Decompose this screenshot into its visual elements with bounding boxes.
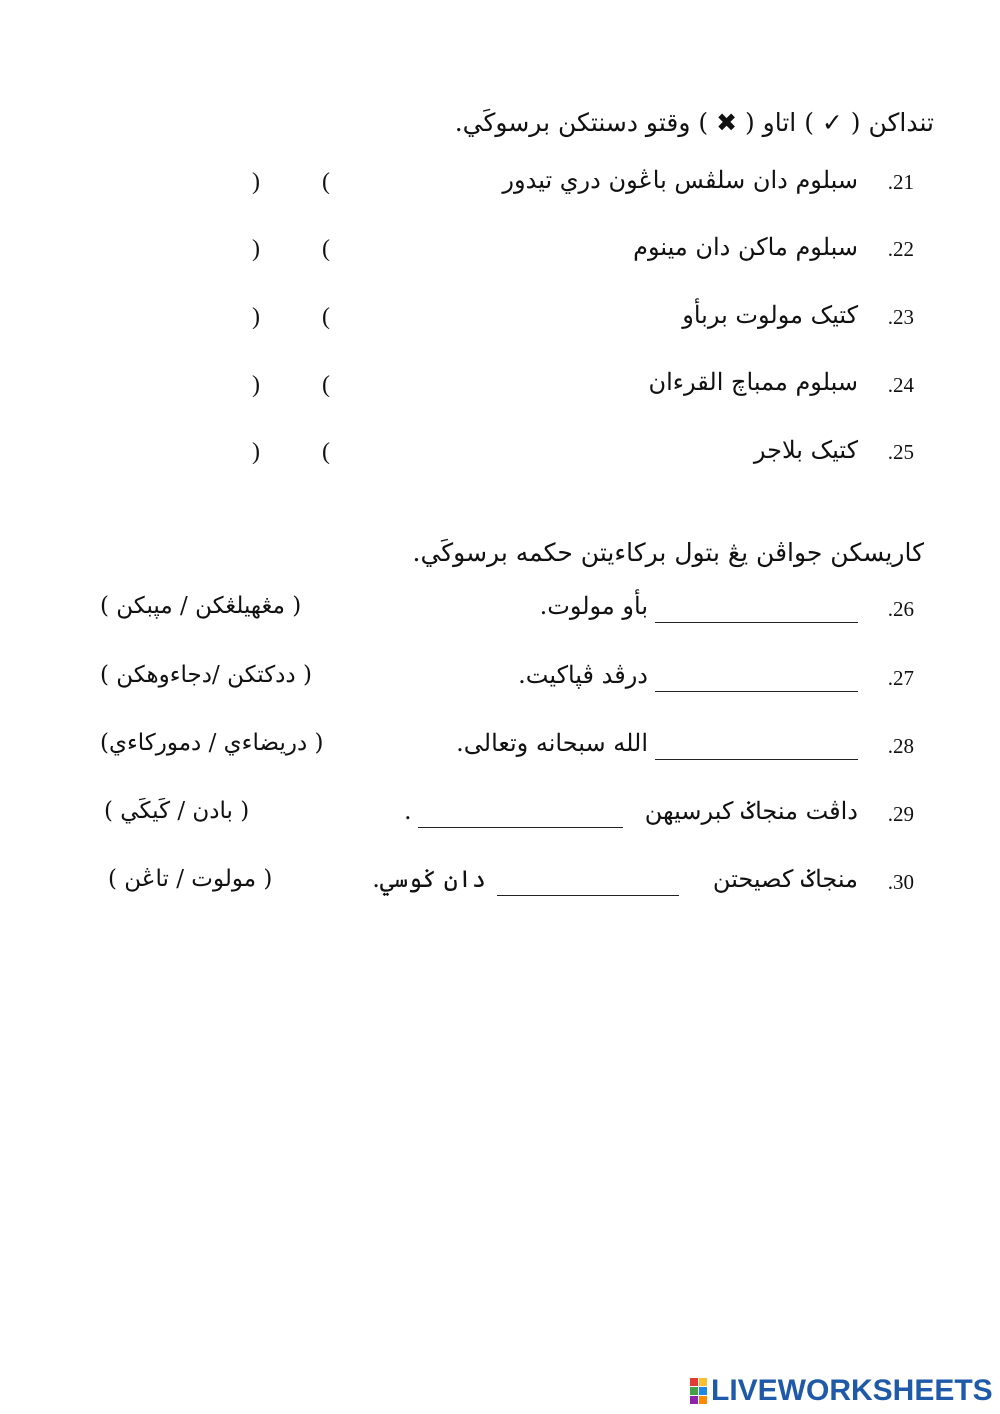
question-text: دان ݢوسي. (372, 865, 486, 893)
question-number: .30 (887, 870, 914, 894)
answer-options: ( مڠهيلڠكن / مپبكن ) (100, 593, 302, 619)
question-number: .21 (887, 170, 914, 194)
answer-options: ( ددكتكن /دجاءوهكن ) (100, 662, 312, 688)
answer-paren-open: ( (322, 169, 330, 195)
answer-paren-close: ) (252, 236, 260, 262)
logo-tile (699, 1387, 707, 1395)
question-text: كتيک بلاجر (753, 436, 858, 464)
logo-mark-icon (690, 1378, 707, 1404)
question-text: بأو مولوت. (539, 592, 648, 620)
question-text: درڤد ڤپاكيت. (518, 661, 648, 689)
question-text: سبلوم ماکن دان مينوم (633, 233, 858, 261)
question-text: كتيک مولوت بربأو (682, 301, 858, 329)
answer-box[interactable] (270, 301, 320, 333)
section2-instruction: كاريسكن جواڤن يڠ بتول برکاءيتن حكمه برسوكَي. (412, 538, 924, 567)
question-text: سبلوم دان سلڤس باڠون دري تيدور (502, 166, 858, 194)
answer-options: ( بادن / كَيكَي ) (104, 798, 250, 824)
answer-blank[interactable] (497, 895, 679, 896)
section1-instruction: تنداكن ( ✓ ) اتاو ( ✖ ) وقتو دسنتكن برسوكَي. (454, 108, 934, 137)
question-number: .23 (887, 305, 914, 329)
answer-blank[interactable] (655, 691, 858, 692)
answer-box[interactable] (270, 233, 320, 265)
answer-paren-close: ) (252, 439, 260, 465)
answer-box[interactable] (270, 166, 320, 198)
answer-blank[interactable] (418, 827, 623, 828)
answer-paren-open: ( (322, 439, 330, 465)
logo-tile (690, 1387, 698, 1395)
answer-paren-open: ( (322, 372, 330, 398)
logo-tile (699, 1378, 707, 1386)
question-number: .27 (887, 666, 914, 690)
question-text: داڤت منجاݢ كبرسيهن (644, 797, 858, 825)
question-number: .25 (887, 440, 914, 464)
question-number: .24 (887, 373, 914, 397)
answer-options: ( دريضاءي / دموركاءي) (100, 730, 324, 756)
answer-box[interactable] (270, 436, 320, 468)
answer-box[interactable] (270, 369, 320, 401)
answer-paren-open: ( (322, 304, 330, 330)
liveworksheets-logo (690, 1374, 993, 1408)
logo-text: LIVEWORKSHEETS (711, 1374, 993, 1407)
question-number: .26 (887, 597, 914, 621)
question-number: .29 (887, 802, 914, 826)
question-text: سبلوم ممباچ القرءان (648, 368, 858, 396)
answer-blank[interactable] (655, 759, 858, 760)
question-text: الله سبحانه وتعالى. (456, 729, 648, 757)
answer-options: ( مولوت / تاڠن ) (108, 866, 273, 892)
question-number: .28 (887, 734, 914, 758)
logo-tile (690, 1396, 698, 1404)
question-number: .22 (887, 237, 914, 261)
logo-tile (690, 1378, 698, 1386)
logo-tile (699, 1396, 707, 1404)
answer-paren-close: ) (252, 372, 260, 398)
answer-paren-close: ) (252, 169, 260, 195)
question-period: . (404, 797, 412, 825)
answer-paren-close: ) (252, 304, 260, 330)
answer-blank[interactable] (655, 622, 858, 623)
answer-paren-open: ( (322, 236, 330, 262)
question-text: منجاݢ كصيحتن (712, 865, 858, 893)
